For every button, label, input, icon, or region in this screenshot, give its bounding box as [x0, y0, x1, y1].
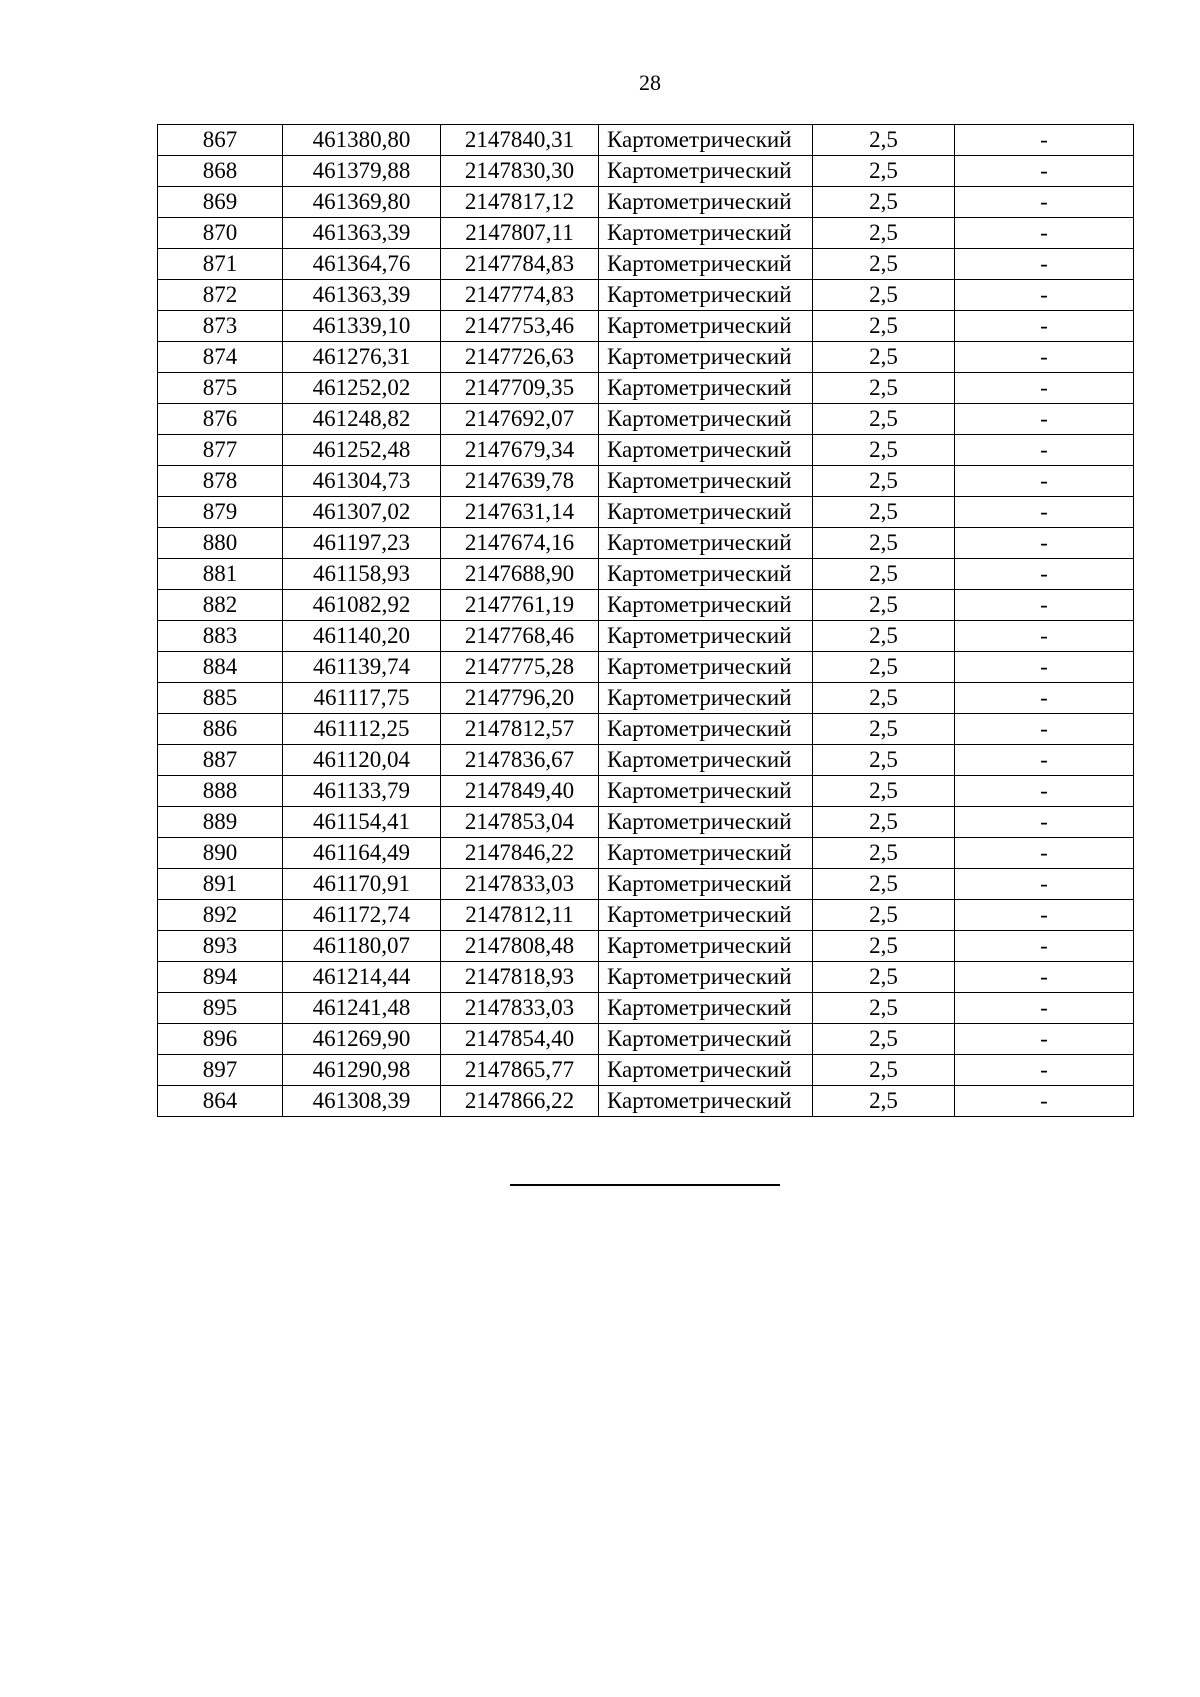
accuracy-cell: 2,5: [813, 869, 955, 900]
description-cell: -: [955, 435, 1134, 466]
accuracy-cell: 2,5: [813, 1086, 955, 1117]
coordinates-table: [157, 124, 1134, 1117]
accuracy-cell: 2,5: [813, 714, 955, 745]
point-number-cell: 877: [158, 435, 283, 466]
y-coordinate-cell: 2147849,40: [441, 776, 599, 807]
description-cell: -: [955, 218, 1134, 249]
y-coordinate-cell: 2147774,83: [441, 280, 599, 311]
y-coordinate-cell: 2147639,78: [441, 466, 599, 497]
x-coordinate-cell: 461308,39: [283, 1086, 441, 1117]
accuracy-cell: 2,5: [813, 497, 955, 528]
y-coordinate-cell: 2147817,12: [441, 187, 599, 218]
accuracy-cell: 2,5: [813, 373, 955, 404]
y-coordinate-cell: 2147726,63: [441, 342, 599, 373]
y-coordinate-cell: 2147833,03: [441, 869, 599, 900]
description-cell: -: [955, 621, 1134, 652]
accuracy-cell: 2,5: [813, 900, 955, 931]
method-cell: Картометрический: [599, 807, 813, 838]
method-cell: Картометрический: [599, 311, 813, 342]
accuracy-cell: 2,5: [813, 745, 955, 776]
point-number-cell: 884: [158, 652, 283, 683]
point-number-cell: 868: [158, 156, 283, 187]
point-number-cell: 897: [158, 1055, 283, 1086]
accuracy-cell: 2,5: [813, 776, 955, 807]
accuracy-cell: 2,5: [813, 1055, 955, 1086]
point-number-cell: 885: [158, 683, 283, 714]
accuracy-cell: 2,5: [813, 652, 955, 683]
x-coordinate-cell: 461369,80: [283, 187, 441, 218]
point-number-cell: 881: [158, 559, 283, 590]
x-coordinate-cell: 461290,98: [283, 1055, 441, 1086]
point-number-cell: 872: [158, 280, 283, 311]
table-row: [158, 714, 1134, 745]
description-cell: -: [955, 931, 1134, 962]
x-coordinate-cell: 461379,88: [283, 156, 441, 187]
accuracy-cell: 2,5: [813, 683, 955, 714]
description-cell: -: [955, 714, 1134, 745]
table-row: [158, 900, 1134, 931]
method-cell: Картометрический: [599, 652, 813, 683]
accuracy-cell: 2,5: [813, 590, 955, 621]
description-cell: -: [955, 249, 1134, 280]
y-coordinate-cell: 2147833,03: [441, 993, 599, 1024]
x-coordinate-cell: 461304,73: [283, 466, 441, 497]
y-coordinate-cell: 2147688,90: [441, 559, 599, 590]
x-coordinate-cell: 461252,48: [283, 435, 441, 466]
description-cell: -: [955, 1086, 1134, 1117]
method-cell: Картометрический: [599, 1024, 813, 1055]
method-cell: Картометрический: [599, 1055, 813, 1086]
y-coordinate-cell: 2147753,46: [441, 311, 599, 342]
method-cell: Картометрический: [599, 373, 813, 404]
point-number-cell: 870: [158, 218, 283, 249]
description-cell: -: [955, 962, 1134, 993]
point-number-cell: 871: [158, 249, 283, 280]
y-coordinate-cell: 2147692,07: [441, 404, 599, 435]
description-cell: -: [955, 187, 1134, 218]
x-coordinate-cell: 461307,02: [283, 497, 441, 528]
table-row: [158, 652, 1134, 683]
x-coordinate-cell: 461276,31: [283, 342, 441, 373]
point-number-cell: 892: [158, 900, 283, 931]
method-cell: Картометрический: [599, 621, 813, 652]
method-cell: Картометрический: [599, 435, 813, 466]
point-number-cell: 894: [158, 962, 283, 993]
accuracy-cell: 2,5: [813, 125, 955, 156]
accuracy-cell: 2,5: [813, 249, 955, 280]
x-coordinate-cell: 461140,20: [283, 621, 441, 652]
y-coordinate-cell: 2147830,30: [441, 156, 599, 187]
y-coordinate-cell: 2147631,14: [441, 497, 599, 528]
y-coordinate-cell: 2147796,20: [441, 683, 599, 714]
method-cell: Картометрический: [599, 528, 813, 559]
table-row: [158, 497, 1134, 528]
y-coordinate-cell: 2147812,11: [441, 900, 599, 931]
method-cell: Картометрический: [599, 962, 813, 993]
point-number-cell: 876: [158, 404, 283, 435]
table-row: [158, 373, 1134, 404]
description-cell: -: [955, 869, 1134, 900]
method-cell: Картометрический: [599, 993, 813, 1024]
x-coordinate-cell: 461172,74: [283, 900, 441, 931]
accuracy-cell: 2,5: [813, 559, 955, 590]
table-row: [158, 931, 1134, 962]
y-coordinate-cell: 2147846,22: [441, 838, 599, 869]
point-number-cell: 873: [158, 311, 283, 342]
signature-line: [510, 1184, 780, 1186]
description-cell: -: [955, 528, 1134, 559]
accuracy-cell: 2,5: [813, 156, 955, 187]
y-coordinate-cell: 2147812,57: [441, 714, 599, 745]
description-cell: -: [955, 807, 1134, 838]
x-coordinate-cell: 461120,04: [283, 745, 441, 776]
method-cell: Картометрический: [599, 187, 813, 218]
x-coordinate-cell: 461082,92: [283, 590, 441, 621]
table-row: [158, 869, 1134, 900]
accuracy-cell: 2,5: [813, 435, 955, 466]
point-number-cell: 888: [158, 776, 283, 807]
method-cell: Картометрический: [599, 869, 813, 900]
y-coordinate-cell: 2147761,19: [441, 590, 599, 621]
x-coordinate-cell: 461248,82: [283, 404, 441, 435]
point-number-cell: 895: [158, 993, 283, 1024]
description-cell: -: [955, 683, 1134, 714]
page-number: 28: [639, 70, 661, 95]
method-cell: Картометрический: [599, 249, 813, 280]
x-coordinate-cell: 461117,75: [283, 683, 441, 714]
description-cell: -: [955, 1024, 1134, 1055]
point-number-cell: 874: [158, 342, 283, 373]
x-coordinate-cell: 461112,25: [283, 714, 441, 745]
table-row: [158, 559, 1134, 590]
x-coordinate-cell: 461214,44: [283, 962, 441, 993]
y-coordinate-cell: 2147853,04: [441, 807, 599, 838]
y-coordinate-cell: 2147840,31: [441, 125, 599, 156]
point-number-cell: 887: [158, 745, 283, 776]
point-number-cell: 878: [158, 466, 283, 497]
method-cell: Картометрический: [599, 776, 813, 807]
y-coordinate-cell: 2147768,46: [441, 621, 599, 652]
y-coordinate-cell: 2147784,83: [441, 249, 599, 280]
point-number-cell: 896: [158, 1024, 283, 1055]
description-cell: -: [955, 993, 1134, 1024]
table-row: [158, 621, 1134, 652]
description-cell: -: [955, 342, 1134, 373]
table-row: [158, 435, 1134, 466]
x-coordinate-cell: 461364,76: [283, 249, 441, 280]
table-row: [158, 466, 1134, 497]
method-cell: Картометрический: [599, 559, 813, 590]
accuracy-cell: 2,5: [813, 187, 955, 218]
point-number-cell: 869: [158, 187, 283, 218]
description-cell: -: [955, 156, 1134, 187]
y-coordinate-cell: 2147808,48: [441, 931, 599, 962]
table-row: [158, 1024, 1134, 1055]
method-cell: Картометрический: [599, 466, 813, 497]
table-row: [158, 187, 1134, 218]
point-number-cell: 890: [158, 838, 283, 869]
accuracy-cell: 2,5: [813, 807, 955, 838]
table-row: [158, 156, 1134, 187]
method-cell: Картометрический: [599, 745, 813, 776]
method-cell: Картометрический: [599, 280, 813, 311]
accuracy-cell: 2,5: [813, 218, 955, 249]
point-number-cell: 889: [158, 807, 283, 838]
x-coordinate-cell: 461158,93: [283, 559, 441, 590]
description-cell: -: [955, 776, 1134, 807]
method-cell: Картометрический: [599, 714, 813, 745]
table-row: [158, 838, 1134, 869]
method-cell: Картометрический: [599, 125, 813, 156]
y-coordinate-cell: 2147807,11: [441, 218, 599, 249]
y-coordinate-cell: 2147865,77: [441, 1055, 599, 1086]
y-coordinate-cell: 2147866,22: [441, 1086, 599, 1117]
accuracy-cell: 2,5: [813, 404, 955, 435]
accuracy-cell: 2,5: [813, 962, 955, 993]
table-row: [158, 218, 1134, 249]
description-cell: -: [955, 900, 1134, 931]
y-coordinate-cell: 2147836,67: [441, 745, 599, 776]
point-number-cell: 867: [158, 125, 283, 156]
table-row: [158, 280, 1134, 311]
x-coordinate-cell: 461139,74: [283, 652, 441, 683]
accuracy-cell: 2,5: [813, 621, 955, 652]
y-coordinate-cell: 2147775,28: [441, 652, 599, 683]
x-coordinate-cell: 461363,39: [283, 280, 441, 311]
description-cell: -: [955, 311, 1134, 342]
y-coordinate-cell: 2147854,40: [441, 1024, 599, 1055]
point-number-cell: 891: [158, 869, 283, 900]
description-cell: -: [955, 745, 1134, 776]
point-number-cell: 883: [158, 621, 283, 652]
table-row: [158, 311, 1134, 342]
description-cell: -: [955, 838, 1134, 869]
description-cell: -: [955, 590, 1134, 621]
point-number-cell: 882: [158, 590, 283, 621]
x-coordinate-cell: 461170,91: [283, 869, 441, 900]
x-coordinate-cell: 461180,07: [283, 931, 441, 962]
accuracy-cell: 2,5: [813, 838, 955, 869]
x-coordinate-cell: 461133,79: [283, 776, 441, 807]
y-coordinate-cell: 2147674,16: [441, 528, 599, 559]
x-coordinate-cell: 461339,10: [283, 311, 441, 342]
y-coordinate-cell: 2147818,93: [441, 962, 599, 993]
method-cell: Картометрический: [599, 404, 813, 435]
point-number-cell: 864: [158, 1086, 283, 1117]
description-cell: -: [955, 497, 1134, 528]
y-coordinate-cell: 2147679,34: [441, 435, 599, 466]
method-cell: Картометрический: [599, 342, 813, 373]
accuracy-cell: 2,5: [813, 466, 955, 497]
table-row: [158, 1055, 1134, 1086]
table-row: [158, 1086, 1134, 1117]
method-cell: Картометрический: [599, 1086, 813, 1117]
description-cell: -: [955, 280, 1134, 311]
accuracy-cell: 2,5: [813, 993, 955, 1024]
method-cell: Картометрический: [599, 590, 813, 621]
accuracy-cell: 2,5: [813, 528, 955, 559]
method-cell: Картометрический: [599, 218, 813, 249]
point-number-cell: 893: [158, 931, 283, 962]
x-coordinate-cell: 461154,41: [283, 807, 441, 838]
method-cell: Картометрический: [599, 683, 813, 714]
accuracy-cell: 2,5: [813, 280, 955, 311]
point-number-cell: 886: [158, 714, 283, 745]
description-cell: -: [955, 373, 1134, 404]
point-number-cell: 875: [158, 373, 283, 404]
description-cell: -: [955, 1055, 1134, 1086]
description-cell: -: [955, 404, 1134, 435]
x-coordinate-cell: 461252,02: [283, 373, 441, 404]
table-row: [158, 342, 1134, 373]
x-coordinate-cell: 461380,80: [283, 125, 441, 156]
method-cell: Картометрический: [599, 156, 813, 187]
table-row: [158, 807, 1134, 838]
table-row: [158, 125, 1134, 156]
table-row: [158, 962, 1134, 993]
table-row: [158, 683, 1134, 714]
table-row: [158, 776, 1134, 807]
table-row: [158, 528, 1134, 559]
method-cell: Картометрический: [599, 497, 813, 528]
description-cell: -: [955, 559, 1134, 590]
accuracy-cell: 2,5: [813, 1024, 955, 1055]
description-cell: -: [955, 466, 1134, 497]
method-cell: Картометрический: [599, 900, 813, 931]
point-number-cell: 880: [158, 528, 283, 559]
description-cell: -: [955, 125, 1134, 156]
table-row: [158, 249, 1134, 280]
table-row: [158, 993, 1134, 1024]
x-coordinate-cell: 461241,48: [283, 993, 441, 1024]
table-row: [158, 404, 1134, 435]
x-coordinate-cell: 461269,90: [283, 1024, 441, 1055]
table-row: [158, 745, 1134, 776]
accuracy-cell: 2,5: [813, 311, 955, 342]
point-number-cell: 879: [158, 497, 283, 528]
description-cell: -: [955, 652, 1134, 683]
x-coordinate-cell: 461197,23: [283, 528, 441, 559]
y-coordinate-cell: 2147709,35: [441, 373, 599, 404]
x-coordinate-cell: 461164,49: [283, 838, 441, 869]
x-coordinate-cell: 461363,39: [283, 218, 441, 249]
method-cell: Картометрический: [599, 931, 813, 962]
accuracy-cell: 2,5: [813, 342, 955, 373]
method-cell: Картометрический: [599, 838, 813, 869]
accuracy-cell: 2,5: [813, 931, 955, 962]
table-row: [158, 590, 1134, 621]
coordinates-table-body: [158, 125, 1134, 1117]
